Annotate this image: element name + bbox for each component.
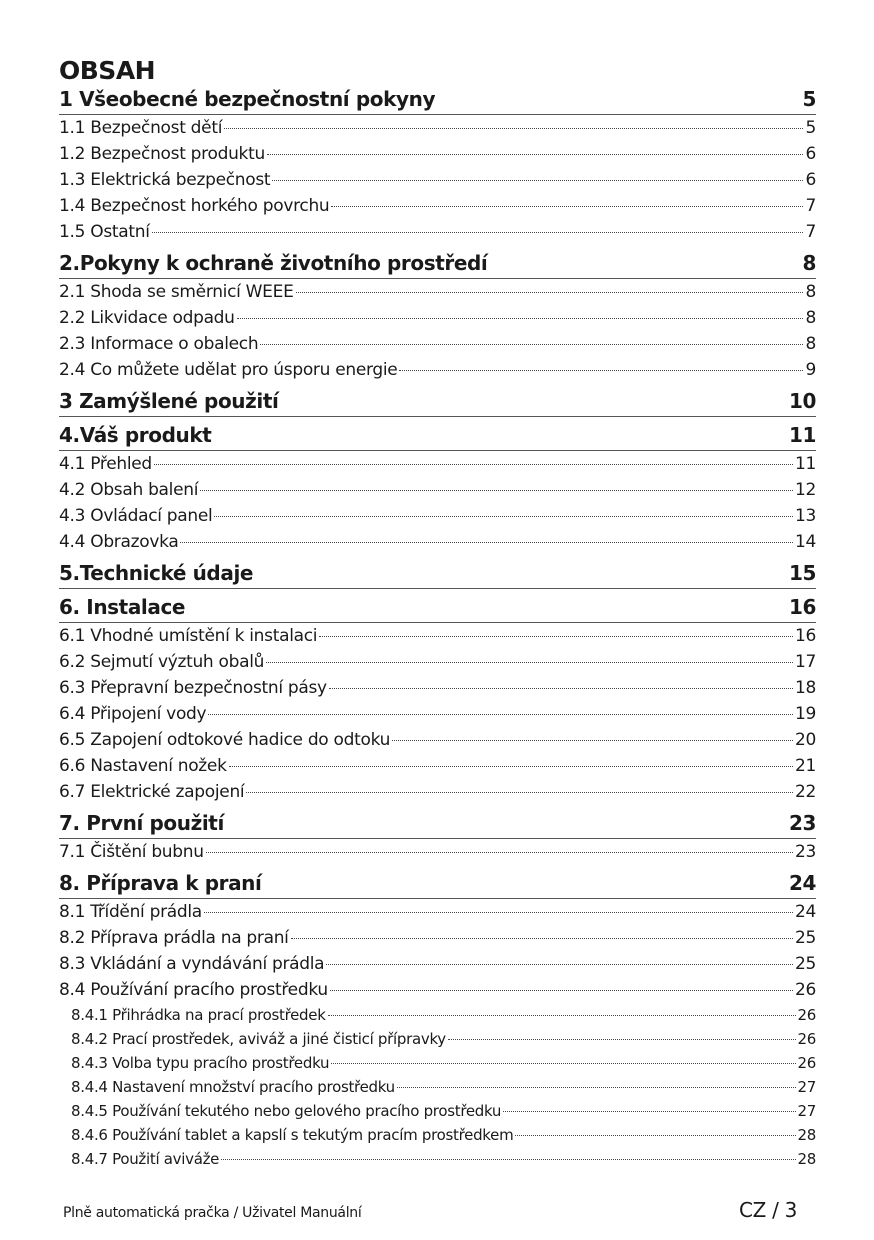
chapter-page: 5 [802,87,816,111]
toc-chapter[interactable] [59,383,816,417]
chapter-title: 2.Pokyny k ochraně životního prostředí [59,251,488,275]
toc-section[interactable] [59,451,816,477]
toc-subsection[interactable] [71,1051,816,1075]
toc-chapter[interactable] [59,555,816,589]
section-page: 26 [794,980,816,1000]
section-title: 8.2 Příprava prádla na praní [59,928,289,948]
toc-subsection[interactable] [71,1027,816,1051]
section-title: 4.4 Obrazovka [59,532,179,552]
section-page: 23 [794,842,816,862]
toc-subsection[interactable] [71,1003,816,1027]
section-page: 17 [794,652,816,672]
subsection-page: 26 [797,1030,816,1048]
leader-dots [397,1087,796,1088]
section-page: 25 [794,928,816,948]
leader-dots [267,154,804,155]
subsection-page: 27 [797,1078,816,1096]
toc-subsection[interactable] [71,1075,816,1099]
section-title: 8.4 Používání pracího prostředku [59,980,328,1000]
section-title: 1.1 Bezpečnost dětí [59,118,223,138]
toc-section[interactable] [59,115,816,141]
section-title: 1.2 Bezpečnost produktu [59,144,265,164]
subsection-page: 27 [797,1102,816,1120]
toc-section[interactable] [59,899,816,925]
leader-dots [246,792,793,793]
section-page: 14 [794,532,816,552]
chapter-page: 10 [788,389,816,413]
footer-page-number: CZ / 3 [738,1198,797,1222]
leader-dots [331,1063,795,1064]
leader-dots [266,662,793,663]
toc-section[interactable] [59,305,816,331]
section-title: 1.5 Ostatní [59,222,150,242]
toc-chapter[interactable] [59,417,816,451]
leader-dots [180,542,792,543]
toc-section[interactable] [59,193,816,219]
chapter-title: 7. První použití [59,811,224,835]
subsection-title: 8.4.1 Přihrádka na prací prostředek [71,1006,326,1024]
leader-dots [399,370,803,371]
toc-page [59,55,816,1171]
leader-dots [328,1015,796,1016]
toc-section[interactable] [59,779,816,805]
toc-section[interactable] [59,727,816,753]
subsection-page: 26 [797,1054,816,1072]
chapter-title: 5.Technické údaje [59,561,254,585]
toc-chapter[interactable] [59,87,816,115]
leader-dots [326,964,793,965]
leader-dots [329,688,793,689]
section-page: 8 [805,282,816,302]
chapter-page: 8 [802,251,816,275]
chapter-page: 23 [788,811,816,835]
section-page: 25 [794,954,816,974]
leader-dots [260,344,803,345]
section-title: 2.3 Informace o obalech [59,334,259,354]
section-title: 6.1 Vhodné umístění k instalaci [59,626,318,646]
section-title: 6.7 Elektrické zapojení [59,782,245,802]
section-page: 21 [794,756,816,776]
section-title: 7.1 Čištění bubnu [59,842,204,862]
chapter-title: 6. Instalace [59,595,186,619]
chapter-page: 11 [788,423,816,447]
section-page: 24 [794,902,816,922]
leader-dots [152,232,804,233]
section-page: 22 [794,782,816,802]
section-page: 6 [805,144,816,164]
toc-section[interactable] [59,529,816,555]
section-page: 11 [794,454,816,474]
leader-dots [330,990,793,991]
subsection-title: 8.4.7 Použití aviváže [71,1150,220,1168]
toc-subsection[interactable] [71,1147,816,1171]
leader-dots [214,516,792,517]
toc-section[interactable] [59,977,816,1003]
section-page: 20 [794,730,816,750]
toc-section[interactable] [59,623,816,649]
leader-dots [448,1039,796,1040]
toc-section[interactable] [59,331,816,357]
toc-subsection[interactable] [71,1123,816,1147]
leader-dots [515,1135,795,1136]
toc-section[interactable] [59,503,816,529]
section-title: 6.3 Přepravní bezpečnostní pásy [59,678,327,698]
toc-section[interactable] [59,753,816,779]
toc-section[interactable] [59,219,816,245]
section-page: 7 [805,196,816,216]
leader-dots [206,852,793,853]
subsection-title: 8.4.4 Nastavení množství pracího prostředku [71,1078,395,1096]
leader-dots [237,318,804,319]
toc-chapter[interactable] [59,805,816,839]
subsection-page: 26 [797,1006,816,1024]
toc-title: OBSAH [59,56,156,85]
section-page: 19 [794,704,816,724]
section-page: 12 [794,480,816,500]
section-title: 1.4 Bezpečnost horkého povrchu [59,196,330,216]
toc-section[interactable] [59,839,816,865]
section-page: 6 [805,170,816,190]
toc-subsection[interactable] [71,1099,816,1123]
leader-dots [229,766,793,767]
leader-dots [221,1159,795,1160]
subsection-title: 8.4.3 Volba typu pracího prostředku [71,1054,330,1072]
toc-section[interactable] [59,279,816,305]
chapter-page: 16 [788,595,816,619]
leader-dots [208,714,793,715]
toc-section[interactable] [59,701,816,727]
section-title: 2.4 Co můžete udělat pro úsporu energie [59,360,398,380]
chapter-title: 4.Váš produkt [59,423,212,447]
section-page: 8 [805,334,816,354]
leader-dots [272,180,803,181]
section-page: 16 [794,626,816,646]
page-footer [63,1198,797,1222]
leader-dots [204,912,793,913]
toc-chapter[interactable] [59,589,816,623]
chapter-page: 15 [788,561,816,585]
chapter-page: 24 [788,871,816,895]
section-title: 4.3 Ovládací panel [59,506,213,526]
section-title: 6.5 Zapojení odtokové hadice do odtoku [59,730,391,750]
leader-dots [331,206,803,207]
section-title: 2.1 Shoda se směrnicí WEEE [59,282,294,302]
toc-section[interactable] [59,675,816,701]
toc-section[interactable] [59,167,816,193]
section-page: 8 [805,308,816,328]
chapter-title: 3 Zamýšlené použití [59,389,279,413]
section-title: 4.1 Přehled [59,454,152,474]
section-title: 6.4 Připojení vody [59,704,207,724]
section-page: 5 [805,118,816,138]
section-page: 18 [794,678,816,698]
toc-section[interactable] [59,141,816,167]
section-page: 9 [805,360,816,380]
leader-dots [392,740,793,741]
leader-dots [503,1111,795,1112]
leader-dots [296,292,804,293]
section-title: 6.2 Sejmutí výztuh obalů [59,652,265,672]
toc-section[interactable] [59,951,816,977]
section-title: 1.3 Elektrická bezpečnost [59,170,271,190]
subsection-title: 8.4.6 Používání tablet a kapslí s tekutým pracím prostředkem [71,1126,514,1144]
toc-section[interactable] [59,477,816,503]
section-title: 8.3 Vkládání a vyndávání prádla [59,954,325,974]
subsection-page: 28 [797,1126,816,1144]
chapter-title: 1 Všeobecné bezpečnostní pokyny [59,87,436,111]
chapter-title: 8. Příprava k praní [59,871,262,895]
toc-section[interactable] [59,925,816,951]
toc-chapter[interactable] [59,865,816,899]
toc-section[interactable] [59,357,816,383]
subsection-title: 8.4.2 Prací prostředek, aviváž a jiné čisticí přípravky [71,1030,446,1048]
section-page: 7 [805,222,816,242]
section-title: 6.6 Nastavení nožek [59,756,227,776]
section-title: 4.2 Obsah balení [59,480,199,500]
leader-dots [154,464,793,465]
leader-dots [200,490,793,491]
leader-dots [319,636,793,637]
subsection-title: 8.4.5 Používání tekutého nebo gelového pracího prostředku [71,1102,502,1120]
subsection-page: 28 [797,1150,816,1168]
section-page: 13 [794,506,816,526]
toc-chapter[interactable] [59,245,816,279]
toc-section[interactable] [59,649,816,675]
section-title: 8.1 Třídění prádla [59,902,202,922]
leader-dots [224,128,803,129]
leader-dots [291,938,793,939]
footer-product-name: Plně automatická pračka / Uživatel Manuální [63,1205,362,1221]
section-title: 2.2 Likvidace odpadu [59,308,235,328]
